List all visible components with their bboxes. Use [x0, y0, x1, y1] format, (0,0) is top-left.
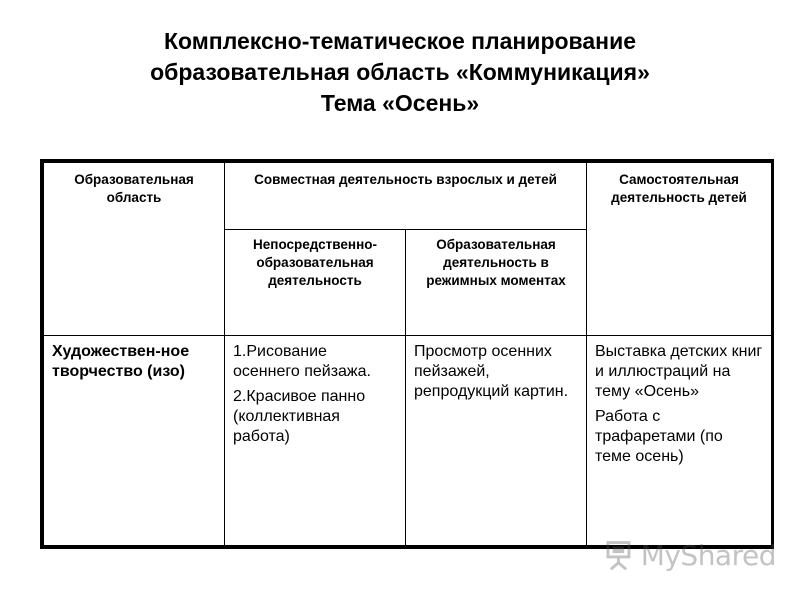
header-joint-activity: Совместная деятельность взрослых и детей	[225, 163, 587, 230]
watermark-text: MyShared	[640, 538, 776, 572]
page-title	[0, 26, 800, 119]
header-educational-area: Образовательная область	[44, 163, 225, 336]
cell-independent-activity	[587, 336, 772, 546]
presentation-screen-icon	[606, 539, 635, 571]
title-line-2: образовательная область «Коммуникация»	[150, 59, 650, 85]
header-row-1	[44, 163, 772, 230]
header-independent-activity: Самостоятельная деятельность детей	[587, 163, 772, 336]
independent-activity-item-2: Работа с трафаретами (по теме осень)	[595, 408, 723, 465]
title-line-3: Тема «Осень»	[320, 90, 480, 116]
planning-table	[40, 159, 774, 549]
cell-regime-activity	[406, 336, 587, 546]
header-direct-educational-activity: Непосредственно-образовательная деятельность	[225, 230, 406, 336]
regime-activity-text: Просмотр осенних пейзажей, репродукций картин.	[414, 343, 569, 400]
table-row	[44, 336, 772, 546]
planning-table-grid	[43, 162, 772, 546]
header-regime-moments-activity: Образовательная деятельность в режимных моментах	[406, 230, 587, 336]
cell-educational-area: Художествен-ное творчество (изо)	[44, 336, 225, 546]
direct-activity-item-2: 2.Красивое панно (коллективная работа)	[233, 388, 366, 445]
direct-activity-item-1: 1.Рисование осеннего пейзажа.	[233, 343, 371, 380]
independent-activity-item-1: Выставка детских книг и иллюстраций на тему «Осень»	[595, 343, 763, 400]
watermark	[606, 535, 776, 575]
title-line-1: Комплексно-тематическое планирование	[164, 28, 636, 54]
cell-direct-activity	[225, 336, 406, 546]
